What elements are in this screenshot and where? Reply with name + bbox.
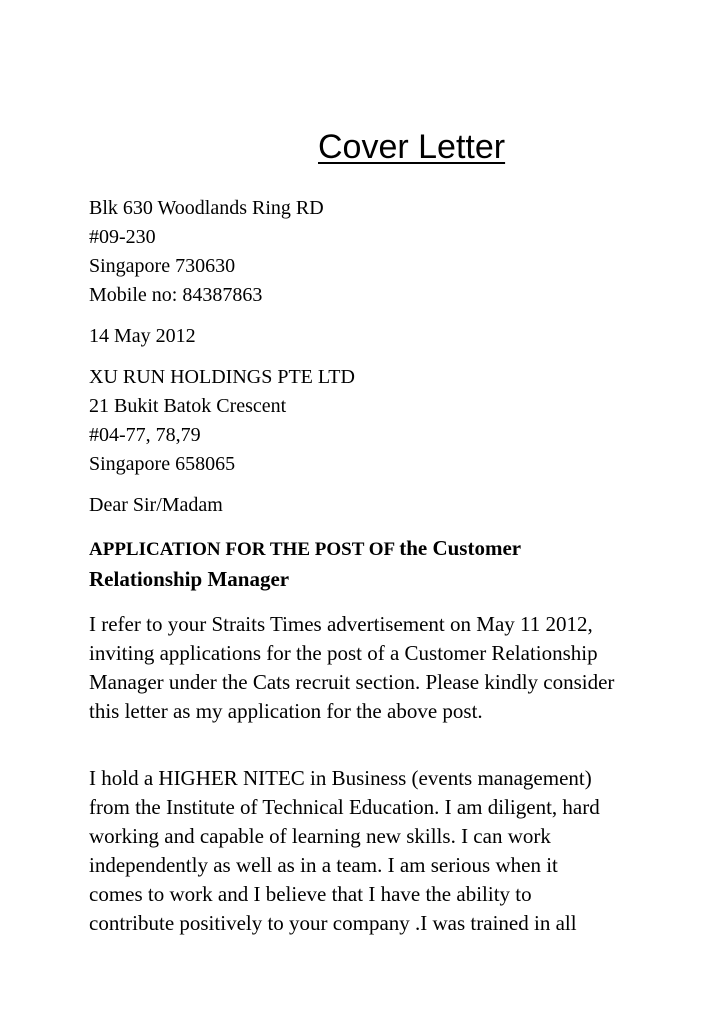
- recipient-address-line3: Singapore 658065: [89, 453, 236, 475]
- subject-part2: the Customer: [399, 536, 522, 560]
- subject-line2: Relationship Manager: [89, 567, 290, 591]
- document-title: Cover Letter: [318, 128, 506, 166]
- sender-mobile: Mobile no: 84387863: [89, 284, 263, 306]
- body-paragraph2-line6: contribute positively to your company .I was trained in all: [89, 911, 577, 935]
- body-paragraph1-line1: I refer to your Straits Times advertisement on May 11 2012,: [89, 612, 593, 636]
- body-paragraph2-line5: comes to work and I believe that I have the ability to: [89, 882, 532, 906]
- body-paragraph2-line2: from the Institute of Technical Education. I am diligent, hard: [89, 795, 600, 819]
- subject-line1: [89, 533, 521, 566]
- recipient-address-line1: 21 Bukit Batok Crescent: [89, 395, 287, 417]
- recipient-address-line2: #04-77, 78,79: [89, 424, 201, 446]
- sender-address-line1: Blk 630 Woodlands Ring RD: [89, 197, 324, 219]
- body-paragraph1-line2: inviting applications for the post of a Customer Relationship: [89, 641, 598, 665]
- subject-part1: APPLICATION FOR THE POST OF: [89, 539, 400, 560]
- body-paragraph2-line3: working and capable of learning new skills. I can work: [89, 824, 551, 848]
- body-paragraph2-line4: independently as well as in a team. I am serious when it: [89, 853, 558, 877]
- body-paragraph1-line3: Manager under the Cats recruit section. Please kindly consider: [89, 670, 615, 694]
- body-paragraph1-line4: this letter as my application for the above post.: [89, 699, 483, 723]
- sender-address-line2: #09-230: [89, 226, 156, 248]
- recipient-company: XU RUN HOLDINGS PTE LTD: [89, 366, 355, 388]
- salutation: Dear Sir/Madam: [89, 494, 223, 516]
- letter-date: 14 May 2012: [89, 325, 196, 347]
- sender-address-line3: Singapore 730630: [89, 255, 236, 277]
- body-paragraph2-line1: I hold a HIGHER NITEC in Business (events management): [89, 766, 592, 790]
